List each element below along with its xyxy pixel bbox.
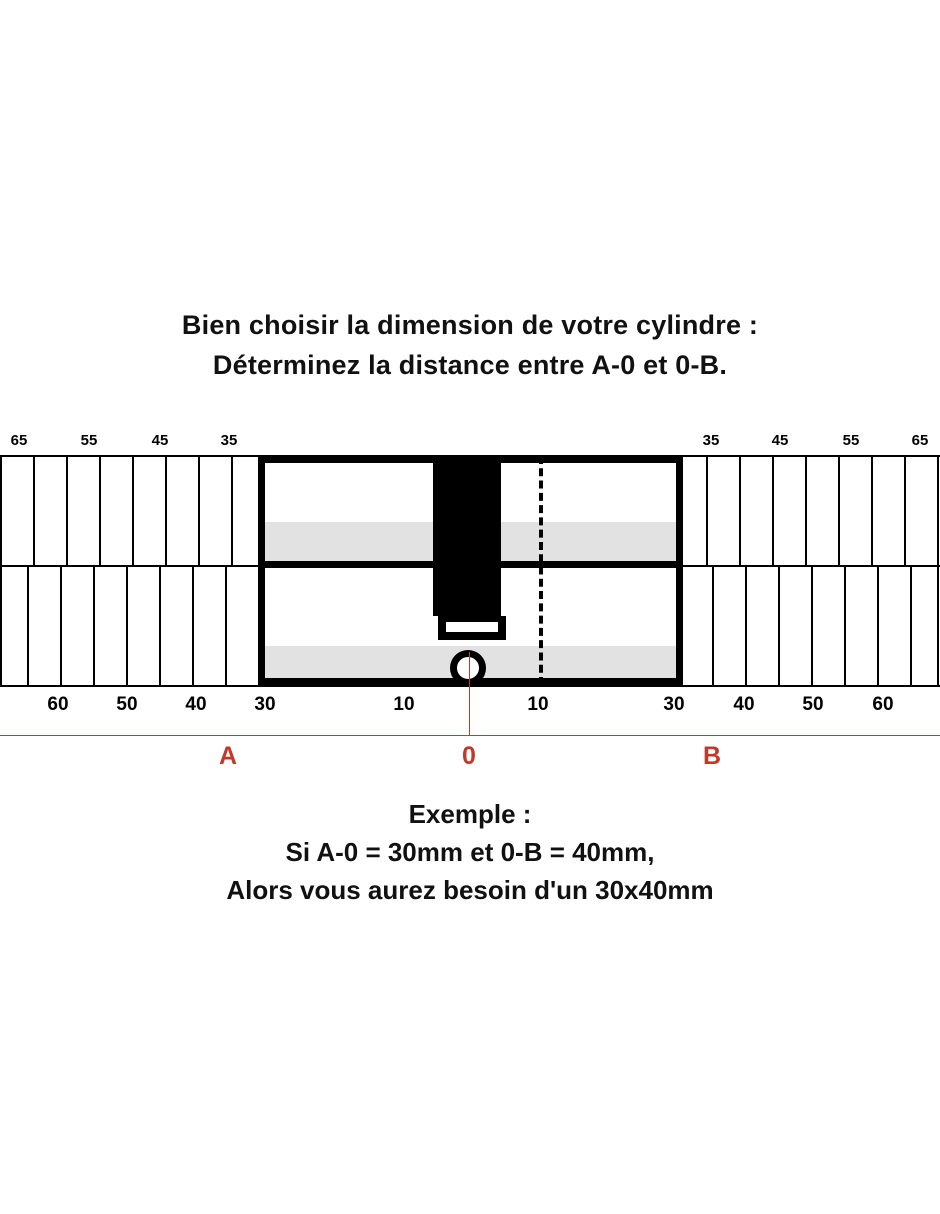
tick-left-l3: [60, 565, 62, 685]
tick-right-l7: [910, 565, 912, 685]
cylinder-ruler-diagram: [0, 430, 940, 770]
cylinder-illustration: [258, 456, 683, 685]
scale-label-bottom-right-50: 50: [802, 694, 824, 715]
scale-label-bottom-right-40: 40: [733, 694, 755, 715]
scale-label-bottom-left-60: 60: [47, 694, 69, 715]
tick-left-u3: [66, 455, 68, 565]
cylinder-cam-slot: [438, 616, 506, 640]
scale-label-top-left-55: 55: [80, 432, 98, 449]
tick-left-u8: [231, 455, 233, 565]
title-block: [0, 305, 940, 385]
tick-right-u6: [871, 455, 873, 565]
tick-left-l1: [0, 565, 2, 685]
tick-right-l4: [811, 565, 813, 685]
tick-left-u5: [132, 455, 134, 565]
tick-right-l5: [844, 565, 846, 685]
tick-right-u1: [706, 455, 708, 565]
tick-right-u2: [739, 455, 741, 565]
tick-left-l4: [93, 565, 95, 685]
tick-left-l6: [159, 565, 161, 685]
center-marker-drop-line: [469, 652, 470, 736]
tick-right-u5: [838, 455, 840, 565]
tick-right-u4: [805, 455, 807, 565]
tick-right-u7: [904, 455, 906, 565]
example-line-3: Alors vous aurez besoin d'un 30x40mm: [226, 875, 714, 905]
scale-label-bottom-inner-right-10: 10: [527, 694, 549, 715]
scale-label-bottom-left-40: 40: [185, 694, 207, 715]
tick-right-u3: [772, 455, 774, 565]
tick-right-l6: [877, 565, 879, 685]
tick-left-u1: [0, 455, 2, 565]
tick-right-l2: [745, 565, 747, 685]
scale-label-top-left-65: 65: [10, 432, 28, 449]
title-line-2: Déterminez la distance entre A-0 et 0-B.: [212, 350, 728, 380]
tick-right-u8: [937, 455, 939, 565]
tick-left-u6: [165, 455, 167, 565]
scale-label-top-left-45: 45: [151, 432, 169, 449]
tick-left-l2: [27, 565, 29, 685]
cylinder-center-dashed-line: [539, 456, 543, 685]
scale-label-top-right-35: 35: [702, 432, 720, 449]
marker-label-a: A: [218, 742, 238, 770]
marker-label-b: B: [702, 742, 722, 770]
title-line-1: Bien choisir la dimension de votre cylindre :: [181, 310, 759, 340]
tick-left-u4: [99, 455, 101, 565]
cylinder-cam-slot-inner: [446, 622, 498, 632]
example-line-1: Exemple :: [408, 799, 532, 829]
scale-label-top-left-35: 35: [220, 432, 238, 449]
measuring-axis-line: [0, 735, 940, 736]
tick-left-l7: [192, 565, 194, 685]
tick-right-l1: [712, 565, 714, 685]
scale-label-top-right-55: 55: [842, 432, 860, 449]
scale-label-top-right-45: 45: [771, 432, 789, 449]
example-line-2: Si A-0 = 30mm et 0-B = 40mm,: [285, 837, 655, 867]
tick-left-l8: [225, 565, 227, 685]
scale-label-bottom-left-30: 30: [254, 694, 276, 715]
example-block: [0, 795, 940, 909]
tick-left-u7: [198, 455, 200, 565]
keyhole-icon: [450, 650, 486, 686]
scale-label-top-right-65: 65: [911, 432, 929, 449]
tick-right-l8: [937, 565, 939, 685]
tick-right-l3: [778, 565, 780, 685]
scale-label-bottom-right-30: 30: [663, 694, 685, 715]
scale-label-bottom-right-60: 60: [872, 694, 894, 715]
tick-left-l5: [126, 565, 128, 685]
scale-label-bottom-left-50: 50: [116, 694, 138, 715]
scale-label-bottom-inner-left-10: 10: [393, 694, 415, 715]
tick-left-u2: [33, 455, 35, 565]
cylinder-cam-block: [433, 456, 501, 616]
marker-label-o: 0: [462, 742, 476, 770]
